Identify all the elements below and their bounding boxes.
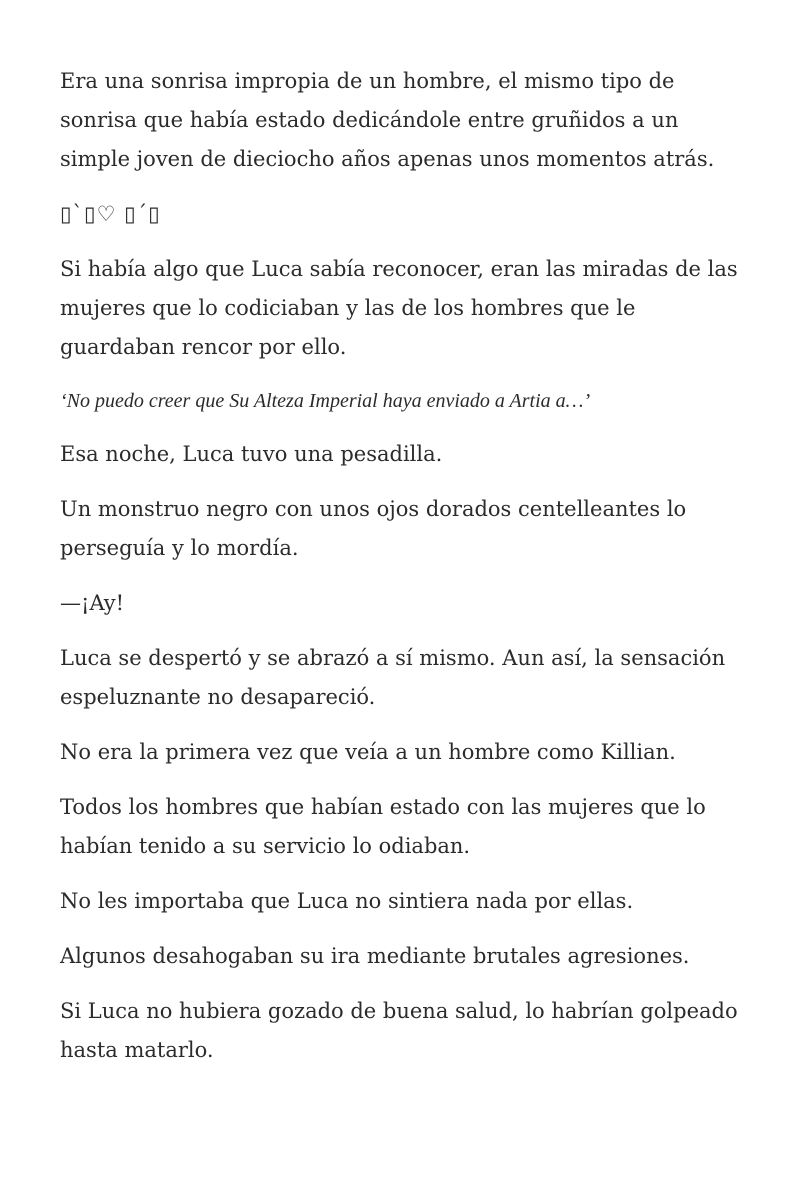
paragraph: Todos los hombres que habían estado con las mujeres que lo habían tenido a su servicio lo odiaban. [60, 795, 706, 858]
paragraph: Si había algo que Luca sabía reconocer, eran las miradas de las mujeres que lo codiciaban y las de los hombres que le guardaban rencor por ello. [60, 257, 738, 359]
paragraph: Un monstruo negro con unos ojos dorados centelleantes lo perseguía y lo mordía. [60, 497, 687, 560]
paragraph: No era la primera vez que veía a un hombre como Killian. [60, 740, 676, 764]
paragraph: No les importaba que Luca no sintiera nada por ellas. [60, 889, 634, 913]
paragraph: Algunos desahogaban su ira mediante brutales agresiones. [60, 944, 690, 968]
ornament-separator: ▯`▯♡ ▯´▯ [60, 202, 161, 226]
document-body [60, 62, 750, 1086]
paragraph: Luca se despertó y se abrazó a sí mismo. Aun así, la sensación espeluznante no desapareció. [60, 646, 726, 709]
dialogue-line: —¡Ay! [60, 591, 125, 615]
paragraph: Era una sonrisa impropia de un hombre, el mismo tipo de sonrisa que había estado dedicándole entre gruñidos a un simple joven de dieciocho años apenas unos momentos atrás. [60, 69, 715, 171]
paragraph: Si Luca no hubiera gozado de buena salud, lo habrían golpeado hasta matarlo. [60, 999, 738, 1062]
paragraph: Esa noche, Luca tuvo una pesadilla. [60, 442, 443, 466]
italic-thought: ‘No puedo creer que Su Alteza Imperial haya enviado a Artia a…’ [60, 390, 591, 412]
